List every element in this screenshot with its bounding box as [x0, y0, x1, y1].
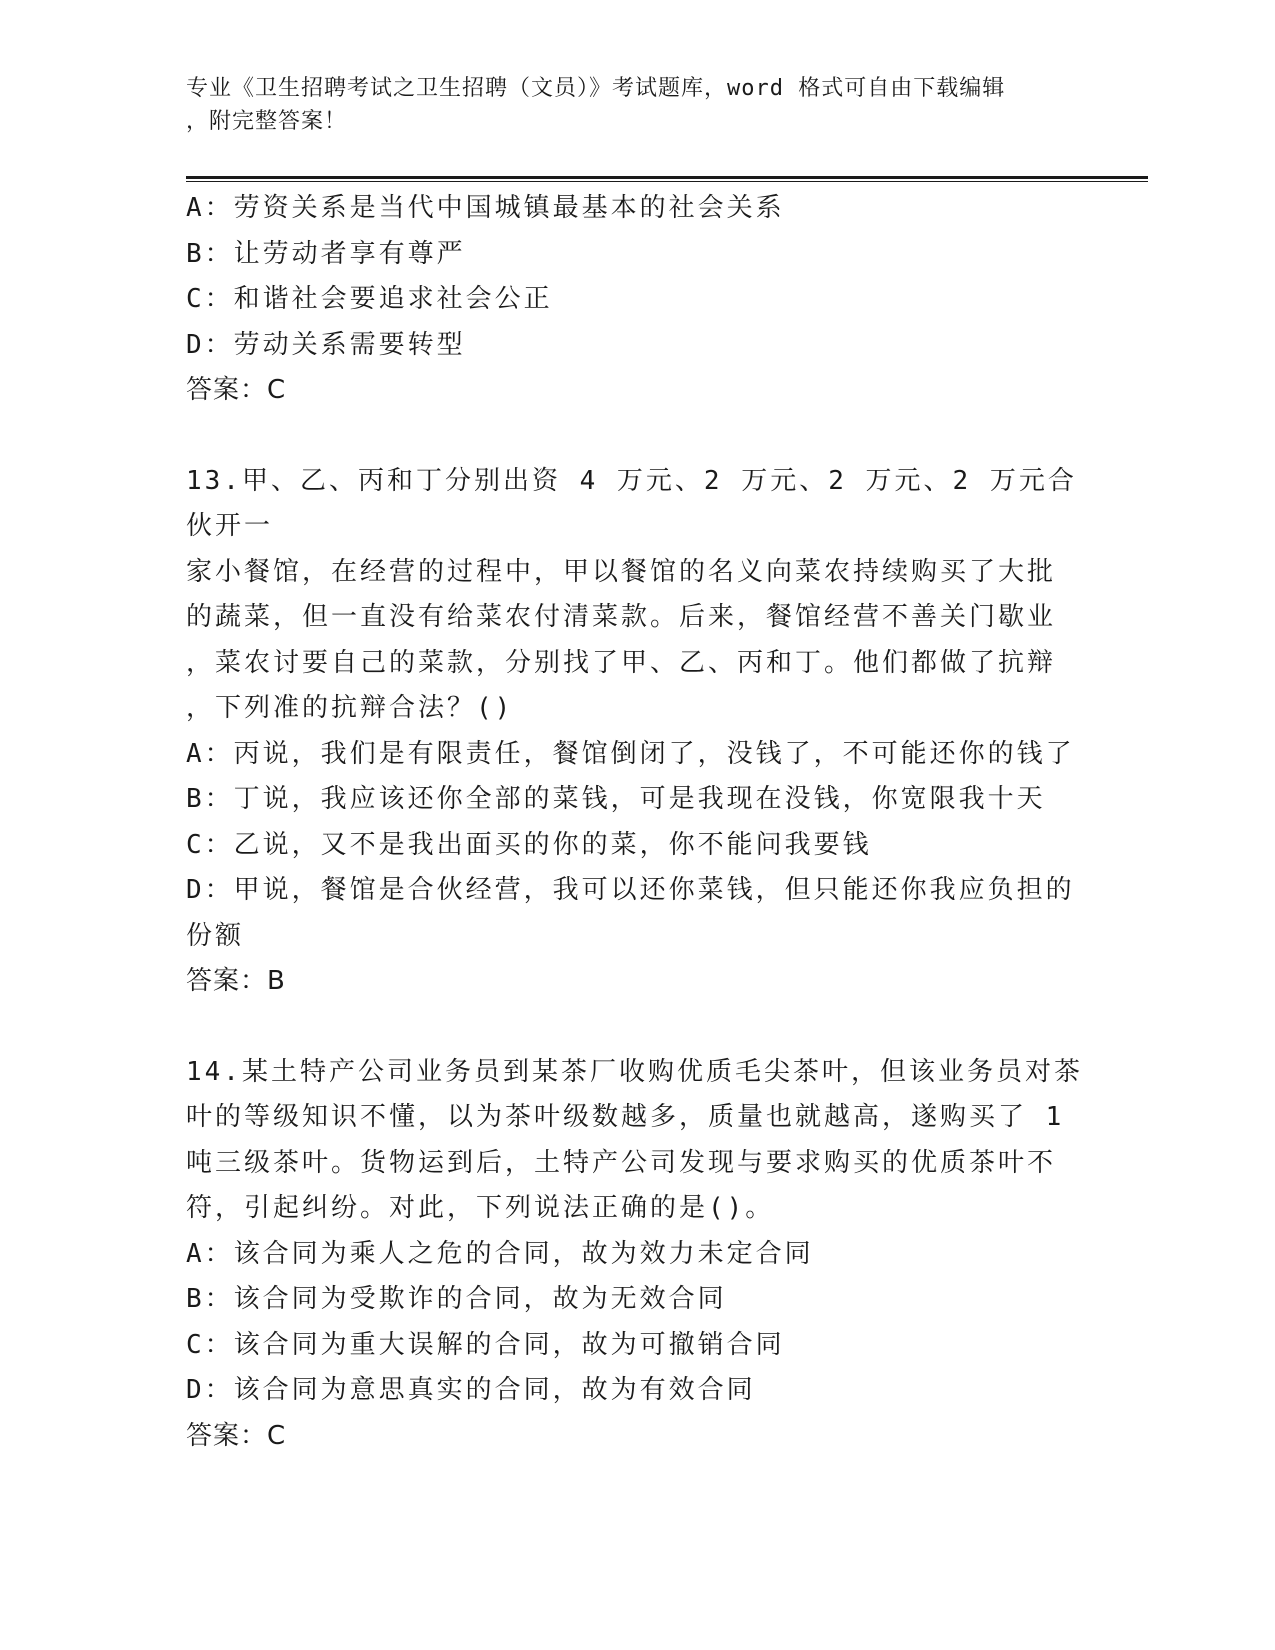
option-c: C：该合同为重大误解的合同，故为可撤销合同	[186, 1329, 785, 1360]
spacer	[186, 414, 1086, 459]
question-content	[186, 186, 1086, 1459]
option-b: B：丁说，我应该还你全部的菜钱，可是我现在没钱，你宽限我十天	[186, 784, 1046, 814]
question-stem-line: 家小餐馆，在经营的过程中，甲以餐馆的名义向菜农持续购买了大批	[186, 556, 1057, 587]
option-b: B：让劳动者享有尊严	[186, 238, 466, 269]
question-stem-line: ，下列准的抗辩合法？()	[186, 693, 514, 723]
header-divider-thin	[186, 181, 1148, 182]
question-prev	[186, 186, 1086, 414]
question-stem-line: 的蔬菜，但一直没有给菜农付清菜款。后来，餐馆经营不善关门歇业	[186, 602, 1057, 632]
question-stem-line: 吨三级茶叶。货物运到后，土特产公司发现与要求购买的优质茶叶不	[186, 1147, 1057, 1178]
option-d: D：该合同为意思真实的合同，故为有效合同	[186, 1375, 756, 1405]
header-line-2: ，附完整答案！	[186, 109, 348, 134]
question-14	[186, 1050, 1086, 1460]
answer-line: 答案：B	[186, 966, 286, 996]
option-d: D：劳动关系需要转型	[186, 329, 466, 360]
option-a: A：丙说，我们是有限责任，餐馆倒闭了，没钱了，不可能还你的钱了	[186, 738, 1075, 769]
spacer	[186, 1005, 1086, 1050]
question-stem-line: ，菜农讨要自己的菜款，分别找了甲、乙、丙和丁。他们都做了抗辩	[186, 647, 1057, 678]
header-divider-thick	[186, 176, 1148, 179]
answer-line: 答案：C	[186, 1420, 287, 1451]
option-a: A：该合同为乘人之危的合同，故为效力未定合同	[186, 1238, 814, 1269]
option-a: A：劳资关系是当代中国城镇最基本的社会关系	[186, 193, 785, 223]
document-header	[186, 72, 1066, 138]
question-stem-line: 叶的等级知识不懂，以为茶叶级数越多，质量也就越高，遂购买了 1	[186, 1102, 1065, 1132]
option-c: C：和谐社会要追求社会公正	[186, 284, 553, 314]
answer-line: 答案：C	[186, 375, 287, 405]
question-stem-line: 符，引起纠纷。对此，下列说法正确的是()。	[186, 1193, 775, 1223]
question-13	[186, 459, 1086, 1005]
question-stem-line: 14.某土特产公司业务员到某茶厂收购优质毛尖茶叶，但该业务员对茶	[186, 1056, 1083, 1087]
option-b: B：该合同为受欺诈的合同，故为无效合同	[186, 1284, 727, 1314]
option-d: D：甲说，餐馆是合伙经营，我可以还你菜钱，但只能还你我应负担的	[186, 875, 1075, 905]
option-d-continued: 份额	[186, 920, 245, 951]
option-c: C：乙说，又不是我出面买的你的菜，你不能问我要钱	[186, 829, 872, 860]
question-stem-line: 13.甲、乙、丙和丁分别出资 4 万元、2 万元、2 万元、2 万元合伙开一	[186, 465, 1077, 541]
header-line-1: 专业《卫生招聘考试之卫生招聘（文员）》考试题库，word 格式可自由下载编辑	[186, 76, 1006, 101]
